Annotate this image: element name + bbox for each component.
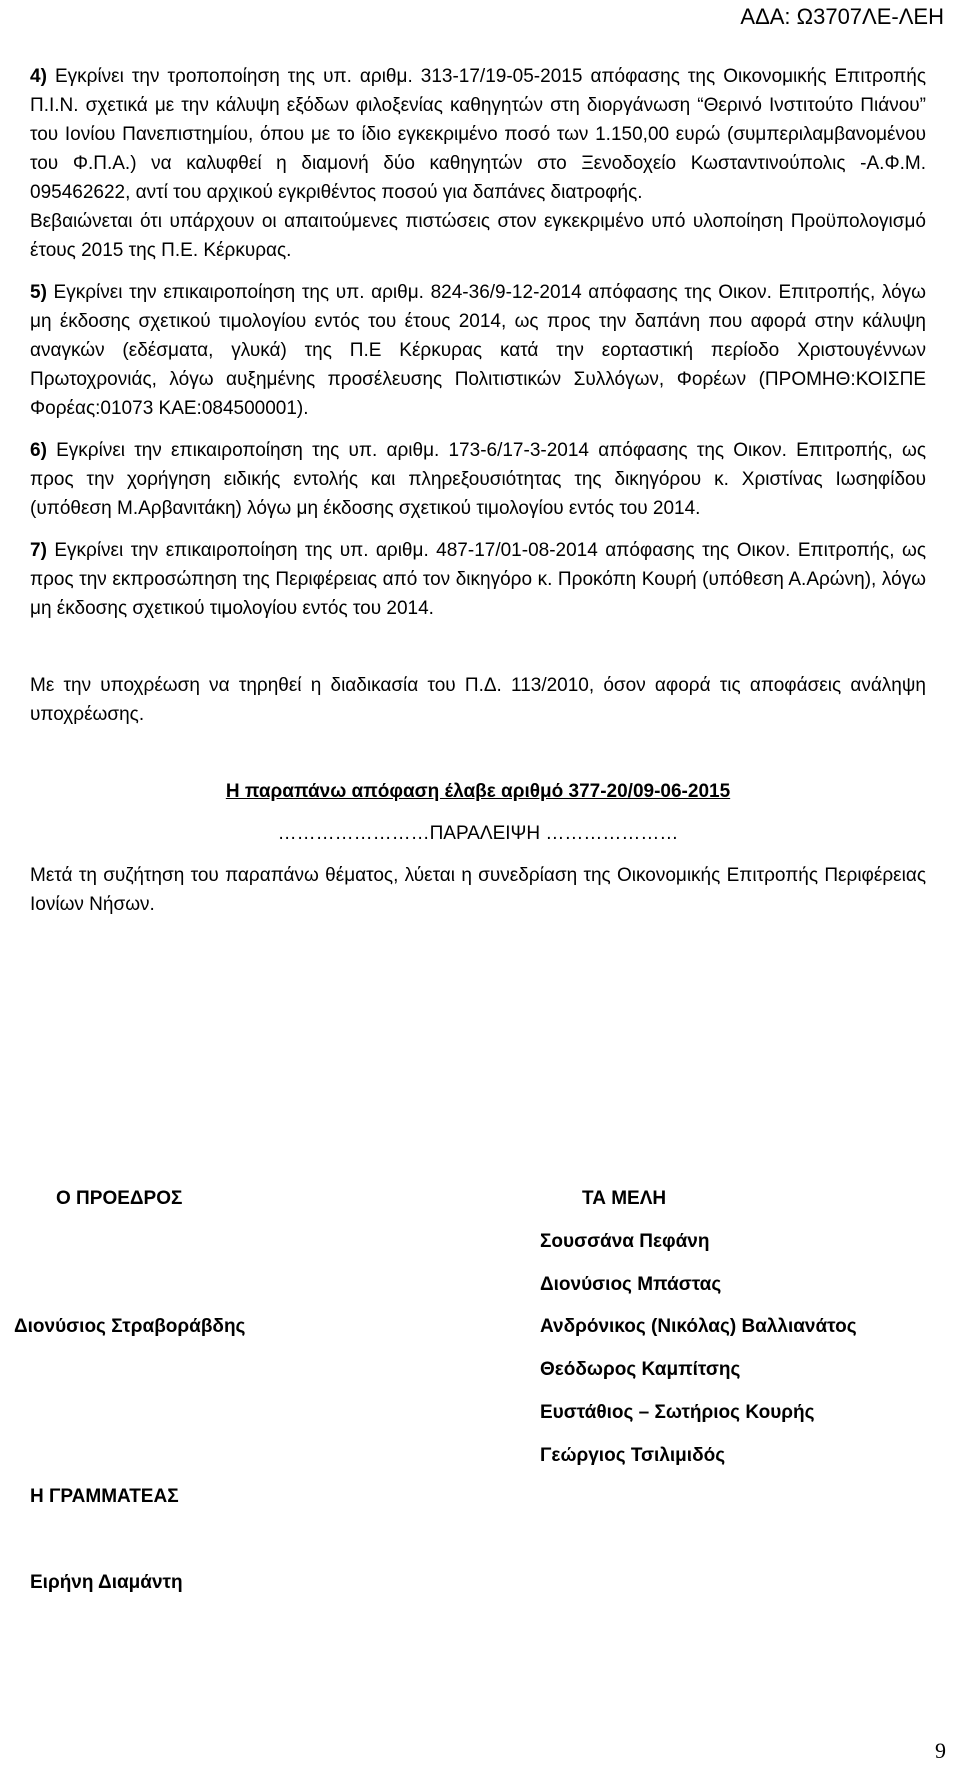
item-text: Εγκρίνει την επικαιροποίηση της υπ. αριθμ. 824-36/9-12-2014 απόφασης της Οικον. Επιτροπής, λόγω μη έκδοσης σχετικού τιμολογίου εντός του έτους 2014, ως προς την δαπάνη που αφορά στην κάλυψη αναγκών (εδέσματα, γλυκά) της Π.Ε Κέρκυρας κατά την εορταστική περίοδο Χριστουγέννων Πρωτοχρονιάς, λόγω αυξημένης προσέλευσης Πολιτιστικών Συλλόγων, Φορέων (ΠΡΟΜΗΘ:ΚΟΙΣΠΕ Φορέας:01073 ΚΑΕ:084500001). [30, 282, 926, 419]
decision-number: Η παραπάνω απόφαση έλαβε αριθμό 377-20/09-06-2015 [225, 781, 731, 802]
president-name: Διονύσιος Στραβοράβδης [14, 1316, 246, 1337]
member-name: Γεώργιος Τσιλιμιδός [540, 1445, 726, 1466]
item-number: 4) [30, 66, 47, 87]
member-name: Διονύσιος Μπάστας [540, 1274, 722, 1295]
item-7 [30, 536, 926, 623]
item-number: 5) [30, 282, 47, 303]
item-text: Εγκρίνει την επικαιροποίηση της υπ. αριθμ. 173-6/17-3-2014 απόφασης της Οικον. Επιτροπής, ως προς την χορήγηση ειδικής εντολής και πληρεξουσιότητας της δικηγόρου κ. Χριστίνας Ιωσηφίδου (υπόθεση Μ.Αρβανιτάκη) λόγω μη έκδοσης σχετικού τιμολογίου εντός του 2014. [30, 440, 926, 519]
members-title: ΤΑ ΜΕΛΗ [582, 1188, 667, 1209]
item-6 [30, 436, 926, 523]
omission-marker: ……………………ΠΑΡΑΛΕΙΨΗ ………………… [277, 823, 679, 844]
ada-code: ΑΔΑ: Ω3707ΛΕ-ΛΕΗ [740, 4, 944, 29]
document-body [30, 62, 926, 919]
president-title: Ο ΠΡΟΕΔΡΟΣ [56, 1188, 183, 1209]
item-text: Εγκρίνει την τροποποίηση της υπ. αριθμ. 313-17/19-05-2015 απόφασης της Οικονομικής Επιτροπής Π.Ι.Ν. σχετικά με την κάλυψη εξόδων φιλοξενίας καθηγητών στη διοργάνωση “Θερινό Ινστιτούτο Πιάνου” του Ιονίου Πανεπιστημίου, όπου με το ίδιο εγκεκριμένο ποσό των 1.150,00 ευρώ (συμπεριλαμβανομένου του Φ.Π.Α.) να καλυφθεί η διαμονή δύο καθηγητών στο Ξενοδοχείο Κωσταντινούπολις -Α.Φ.Μ. 095462622, αντί του αρχικού εγκριθέντος ποσού για δαπάνες διατροφής. [30, 66, 926, 203]
member-name: Σουσσάνα Πεφάνη [540, 1231, 710, 1252]
item-number: 6) [30, 440, 47, 461]
member-name: Ευστάθιος – Σωτήριος Κουρής [540, 1402, 815, 1423]
obligation-paragraph: Με την υποχρέωση να τηρηθεί η διαδικασία του Π.Δ. 113/2010, όσον αφορά τις αποφάσεις ανάληψη υποχρέωσης. [30, 675, 926, 725]
item-number: 7) [30, 540, 47, 561]
item-4 [30, 62, 926, 207]
secretary-title: Η ΓΡΑΜΜΑΤΕΑΣ [30, 1486, 179, 1507]
member-name: Θεόδωρος Καμπίτσης [540, 1359, 741, 1380]
item-4-confirmation: Βεβαιώνεται ότι υπάρχουν οι απαιτούμενες πιστώσεις στον εγκεκριμένο υπό υλοποίηση Προϋπολογισμό έτους 2015 της Π.Ε. Κέρκυρας. [30, 211, 926, 261]
item-text: Εγκρίνει την επικαιροποίηση της υπ. αριθμ. 487-17/01-08-2014 απόφασης της Οικον. Επιτροπής, ως προς την εκπροσώπηση της Περιφέρειας από τον δικηγόρο κ. Προκόπη Κουρή (υπόθεση Α.Αρώνη), λόγω μη έκδοσης σχετικού τιμολογίου εντός του 2014. [30, 540, 926, 619]
page-number: 9 [935, 1738, 946, 1763]
member-name: Ανδρόνικος (Νικόλας) Βαλλιανάτος [540, 1316, 857, 1337]
closing-paragraph: Μετά τη συζήτηση του παραπάνω θέματος, λύεται η συνεδρίαση της Οικονομικής Επιτροπής Περιφέρειας Ιονίων Νήσων. [30, 865, 926, 915]
secretary-name: Ειρήνη Διαμάντη [30, 1572, 183, 1593]
item-5 [30, 278, 926, 423]
